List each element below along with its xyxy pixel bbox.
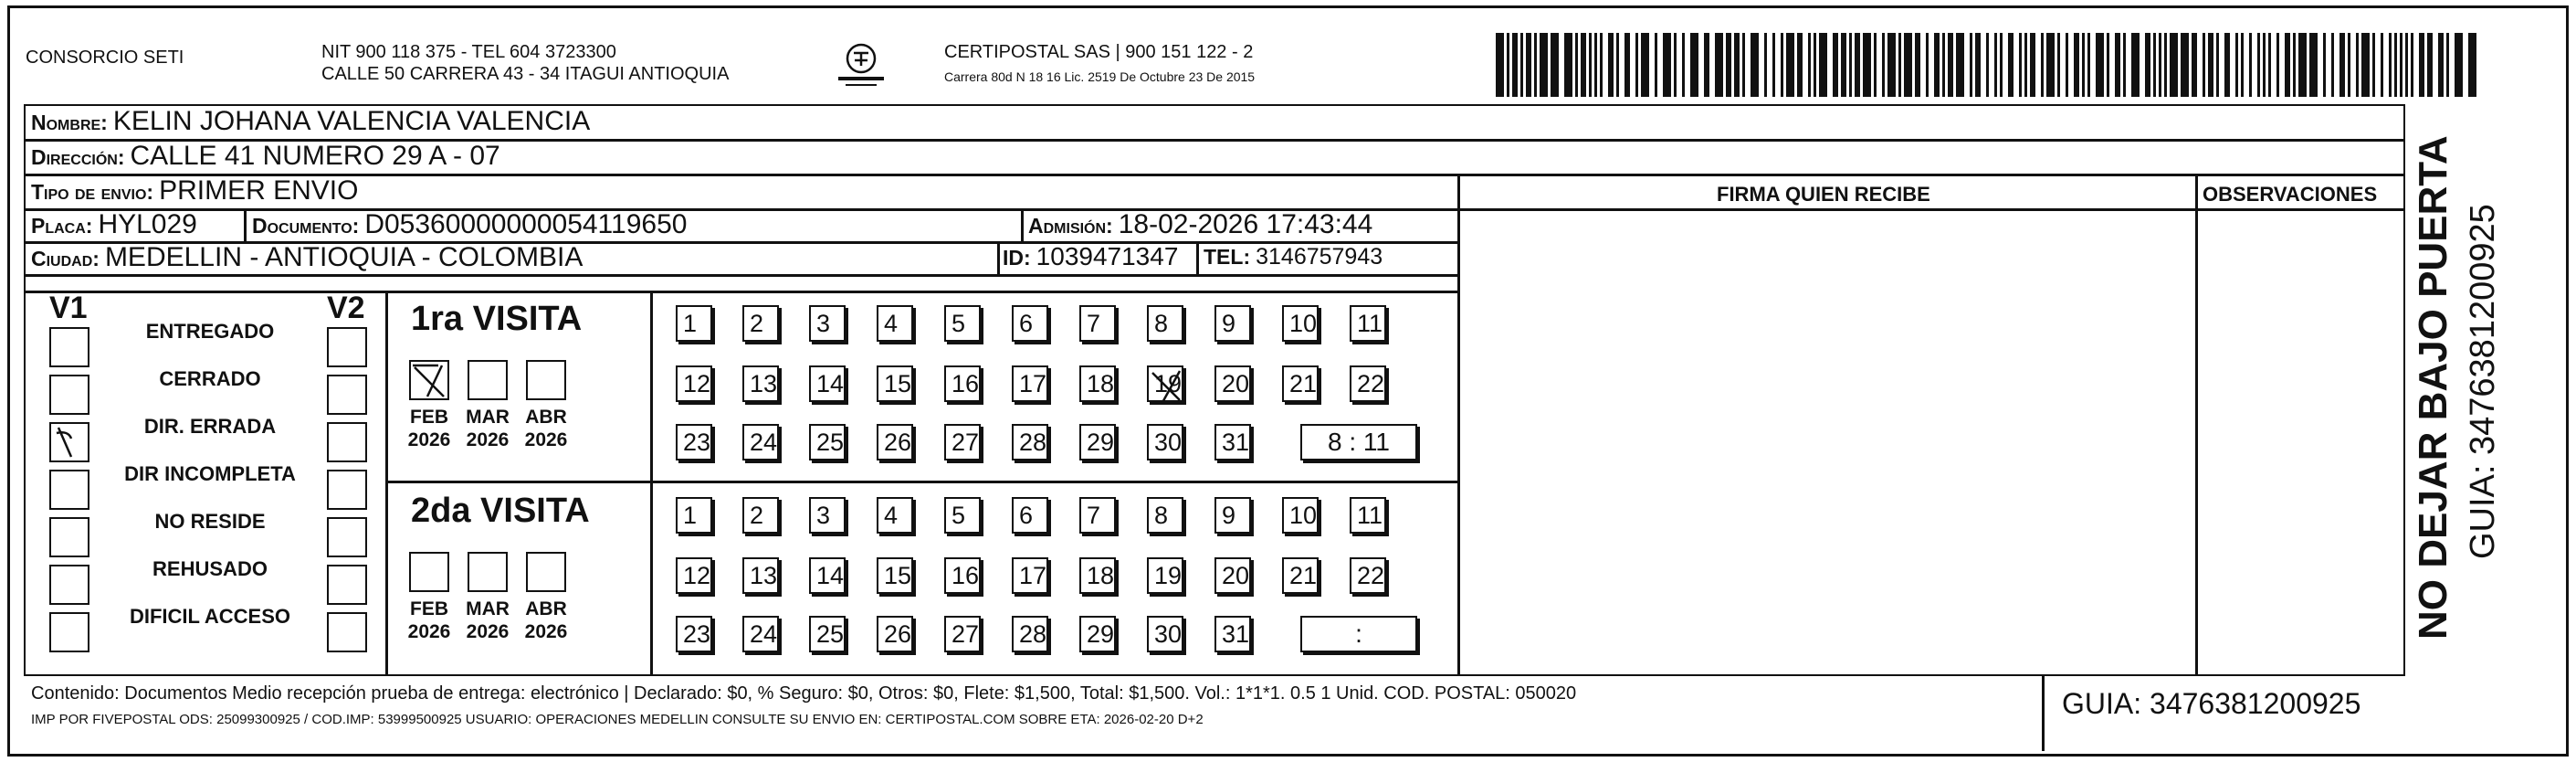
placa-value: HYL029 (98, 209, 197, 239)
day-box[interactable]: 31 (1214, 424, 1251, 460)
certipostal-logo (829, 40, 893, 95)
day-box[interactable]: 27 (944, 616, 981, 652)
day-box[interactable]: 11 (1350, 497, 1386, 534)
day-box[interactable]: 21 (1282, 365, 1319, 402)
status-label: NO RESIDE (154, 510, 266, 533)
day-box[interactable]: 18 (1079, 557, 1116, 594)
day-box[interactable]: 22 (1350, 365, 1386, 402)
v2-checkbox[interactable] (327, 517, 367, 557)
ciudad-row: Ciudad: MEDELLIN - ANTIOQUIA - COLOMBIA (31, 242, 584, 272)
v1-checkbox[interactable] (49, 612, 89, 652)
firma-header: FIRMA QUIEN RECIBE (1717, 183, 1930, 206)
day-box[interactable]: 13 (742, 365, 779, 402)
company-name: CONSORCIO SETI (26, 48, 184, 68)
day-box[interactable]: 1 (676, 305, 712, 342)
ciudad-value: MEDELLIN - ANTIOQUIA - COLOMBIA (104, 242, 584, 272)
direccion-row: Dirección: CALLE 41 NUMERO 29 A - 07 (31, 141, 500, 171)
tel-field: TEL: 3146757943 (1204, 244, 1383, 270)
day-box[interactable]: 27 (944, 424, 981, 460)
day-box[interactable]: 21 (1282, 557, 1319, 594)
day-box[interactable]: 9 (1214, 497, 1251, 534)
day-box[interactable]: 20 (1214, 365, 1251, 402)
license-line: Carrera 80d N 18 16 Lic. 2519 De Octubre 23 De 2015 (944, 69, 1256, 84)
day-box[interactable]: 15 (877, 557, 913, 594)
v2-checkbox[interactable] (327, 375, 367, 415)
month-label: ABR 2026 (524, 598, 568, 642)
day-box[interactable]: 2 (742, 305, 779, 342)
day-box[interactable]: 18 (1079, 365, 1116, 402)
day-box[interactable]: 28 (1012, 616, 1048, 652)
day-box[interactable]: 8 (1147, 305, 1183, 342)
admision-value: 18-02-2026 17:43:44 (1118, 209, 1373, 239)
day-box[interactable]: 29 (1079, 616, 1116, 652)
day-box[interactable]: 13 (742, 557, 779, 594)
day-box[interactable]: 17 (1012, 365, 1048, 402)
admision-field: Admisión: 18-02-2026 17:43:44 (1028, 209, 1373, 239)
footer-guia: GUIA: 3476381200925 (2062, 687, 2361, 720)
documento-field: Documento: D05360000000054119650 (252, 209, 688, 239)
v1-checkbox[interactable] (49, 327, 89, 367)
day-box[interactable]: 5 (944, 305, 981, 342)
status-label: DIR INCOMPLETA (124, 462, 296, 485)
nombre-row: Nombre: KELIN JOHANA VALENCIA VALENCIA (31, 106, 591, 136)
month-checkbox[interactable] (409, 360, 449, 400)
month-label: ABR 2026 (524, 407, 568, 450)
direccion-value: CALLE 41 NUMERO 29 A - 07 (130, 141, 500, 171)
day-box[interactable]: 6 (1012, 497, 1048, 534)
id-value: 1039471347 (1036, 242, 1179, 270)
footer-contenido: Contenido: Documentos Medio recepción prueba de entrega: electrónico | Declarado: $0, % Seguro: $0, Otros: $0, Flete: $1,500, Total: $1,500. Vol.: 1*1*1. 0.5 1 Unid. COD. POSTAL: 050020 (31, 683, 1577, 704)
day-box[interactable]: 14 (809, 557, 846, 594)
day-box[interactable]: 11 (1350, 305, 1386, 342)
tipo-envio-value: PRIMER ENVIO (159, 175, 359, 206)
v1-checkbox[interactable] (49, 422, 89, 462)
day-box[interactable]: 26 (877, 424, 913, 460)
day-box[interactable]: 31 (1214, 616, 1251, 652)
day-box[interactable]: 29 (1079, 424, 1116, 460)
day-box[interactable]: 16 (944, 365, 981, 402)
day-box[interactable]: 12 (676, 365, 712, 402)
status-label: REHUSADO (152, 557, 268, 580)
day-box[interactable]: 15 (877, 365, 913, 402)
v2-checkbox[interactable] (327, 470, 367, 510)
month-label: FEB 2026 (407, 407, 451, 450)
v1-checkbox[interactable] (49, 375, 89, 415)
day-box[interactable]: 22 (1350, 557, 1386, 594)
day-box[interactable]: 17 (1012, 557, 1048, 594)
day-box[interactable]: 3 (809, 305, 846, 342)
v2-checkbox[interactable] (327, 327, 367, 367)
day-box[interactable]: 3 (809, 497, 846, 534)
day-box[interactable]: 23 (676, 616, 712, 652)
placa-field: Placa: HYL029 (31, 209, 197, 239)
day-box[interactable]: 23 (676, 424, 712, 460)
month-checkbox[interactable] (526, 552, 566, 592)
day-box[interactable]: 25 (809, 424, 846, 460)
month-checkbox[interactable] (409, 552, 449, 592)
observaciones-header: OBSERVACIONES (2203, 183, 2378, 206)
barcode (1496, 33, 2482, 97)
v2-checkbox[interactable] (327, 565, 367, 605)
month-checkbox[interactable] (468, 552, 508, 592)
tel-value: 3146757943 (1256, 244, 1383, 270)
v1-checkbox[interactable] (49, 565, 89, 605)
day-box[interactable]: 24 (742, 616, 779, 652)
day-box[interactable]: 30 (1147, 616, 1183, 652)
day-box[interactable]: 30 (1147, 424, 1183, 460)
day-box[interactable]: 28 (1012, 424, 1048, 460)
day-box[interactable]: 4 (877, 305, 913, 342)
documento-value: D05360000000054119650 (364, 209, 688, 239)
side-guia: GUIA: 3476381200925 (2464, 204, 2502, 559)
day-box[interactable]: 8 (1147, 497, 1183, 534)
day-box[interactable]: 10 (1282, 497, 1319, 534)
v1-checkbox[interactable] (49, 470, 89, 510)
nombre-value: KELIN JOHANA VALENCIA VALENCIA (112, 106, 591, 136)
day-box[interactable]: 25 (809, 616, 846, 652)
day-box[interactable]: 16 (944, 557, 981, 594)
day-box[interactable]: 9 (1214, 305, 1251, 342)
month-label: MAR 2026 (466, 598, 510, 642)
certipostal-line: CERTIPOSTAL SAS | 900 151 122 - 2 (944, 42, 1254, 62)
id-field: ID: 1039471347 (1003, 242, 1179, 270)
day-box[interactable]: 14 (809, 365, 846, 402)
day-box[interactable]: 24 (742, 424, 779, 460)
status-label: ENTREGADO (145, 320, 275, 343)
nit-line: NIT 900 118 375 - TEL 604 3723300 (321, 42, 616, 62)
day-box[interactable]: 6 (1012, 305, 1048, 342)
visit-title: 1ra VISITA (411, 300, 583, 338)
day-box[interactable]: 1 (676, 497, 712, 534)
address-line: CALLE 50 CARRERA 43 - 34 ITAGUI ANTIOQUIA (321, 64, 730, 84)
v1-checkbox[interactable] (49, 517, 89, 557)
day-box[interactable]: 12 (676, 557, 712, 594)
month-label: FEB 2026 (407, 598, 451, 642)
day-box[interactable]: 26 (877, 616, 913, 652)
day-box[interactable]: 19 (1147, 557, 1183, 594)
month-checkbox[interactable] (468, 360, 508, 400)
tipo-envio-row: Tipo de envio: PRIMER ENVIO (31, 175, 359, 206)
v2-checkbox[interactable] (327, 612, 367, 652)
no-dejar-bajo-puerta: NO DEJAR BAJO PUERTA (2411, 135, 2455, 640)
status-label: DIFICIL ACCESO (129, 605, 290, 628)
day-box[interactable]: 10 (1282, 305, 1319, 342)
visit-title: 2da VISITA (411, 492, 590, 530)
month-label: MAR 2026 (466, 407, 510, 450)
month-checkbox[interactable] (526, 360, 566, 400)
day-box[interactable]: 20 (1214, 557, 1251, 594)
time-box[interactable]: 8 : 11 (1300, 424, 1417, 460)
day-box[interactable]: 7 (1079, 497, 1116, 534)
v1-label: V1 (49, 291, 88, 325)
time-box[interactable]: : (1300, 616, 1417, 652)
status-label: CERRADO (159, 367, 261, 390)
day-box[interactable]: 5 (944, 497, 981, 534)
v2-checkbox[interactable] (327, 422, 367, 462)
day-box[interactable]: 2 (742, 497, 779, 534)
footer-imp: IMP POR FIVEPOSTAL ODS: 25099300925 / COD.IMP: 53999500925 USUARIO: OPERACIONES MEDELLIN CONSULTE SU ENVIO EN: CERTIPOSTAL.COM SOBRE ETA: 2026-02-20 D+2 (31, 712, 1204, 727)
status-label: DIR. ERRADA (143, 415, 277, 438)
day-box[interactable]: 19 (1147, 365, 1183, 402)
day-box[interactable]: 7 (1079, 305, 1116, 342)
day-box[interactable]: 4 (877, 497, 913, 534)
v2-label: V2 (327, 291, 365, 325)
